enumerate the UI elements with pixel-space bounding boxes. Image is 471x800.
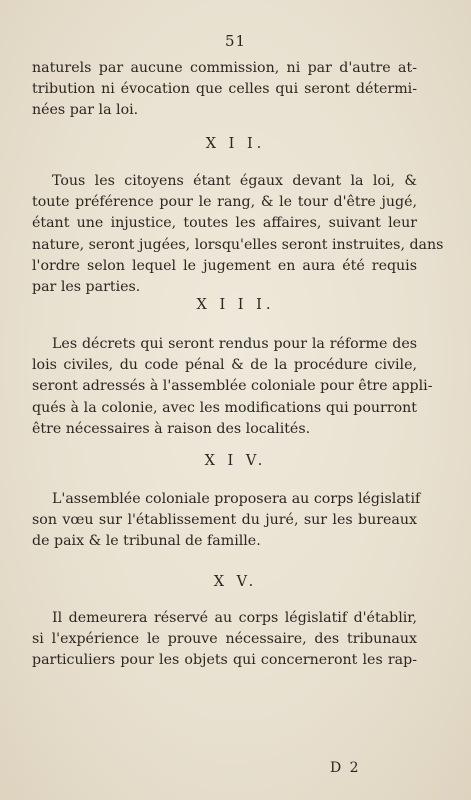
- text-line: Les décrets qui seront rendus pour la réforme des: [52, 336, 417, 352]
- text-line: qués à la colonie, avec les modifications qui pourront: [32, 399, 417, 416]
- article-heading-xii: X I I.: [205, 136, 266, 152]
- text-line: naturels par aucune commission, ni par d'autre at-: [32, 60, 417, 76]
- paragraph-article-xii: [32, 171, 444, 298]
- text-line: son vœu sur l'établissement du juré, sur les bureaux: [32, 512, 417, 529]
- text-line: de paix & le tribunal de famille.: [32, 533, 261, 550]
- text-line: nées par la loi.: [32, 102, 139, 119]
- text-line: seront adressés à l'assemblée coloniale pour être appli-: [32, 378, 433, 395]
- paragraph-article-xiii: [32, 334, 433, 440]
- text-line: Tous les citoyens étant égaux devant la loi, &: [52, 173, 417, 189]
- signature-mark: D 2: [330, 760, 361, 776]
- text-line: être nécessaires à raison des localités.: [32, 420, 311, 437]
- article-heading-xv: X V.: [213, 574, 258, 590]
- text-line: étant une injustice, toutes les affaires, suivant leur: [32, 215, 417, 232]
- article-heading-xiii: X I I I.: [196, 297, 275, 313]
- text-line: toute préférence pour le rang, & le tour d'être jugé,: [32, 194, 417, 211]
- text-line: Il demeurera réservé au corps législatif d'établir,: [52, 610, 417, 626]
- paragraph-article-xv: [32, 608, 417, 672]
- paragraph-article-xiv: [32, 489, 421, 553]
- text-line: par les parties.: [32, 279, 141, 296]
- text-line: L'assemblée coloniale proposera au corps législatif: [52, 491, 421, 507]
- text-line: particuliers pour les objets qui concerneront les rap-: [32, 652, 417, 669]
- article-heading-xiv: X I V.: [204, 453, 267, 469]
- text-line: si l'expérience le prouve nécessaire, des tribunaux: [32, 631, 417, 648]
- text-line: tribution ni évocation que celles qui seront détermi-: [32, 81, 417, 98]
- text-line: nature, seront jugées, lorsqu'elles seront instruites, dans: [32, 236, 444, 253]
- paragraph-continuation: [32, 58, 417, 122]
- text-line: lois civiles, du code pénal & de la procédure civile,: [32, 357, 417, 374]
- page-number: 51: [224, 32, 247, 50]
- text-line: l'ordre selon lequel le jugement en aura été requis: [32, 257, 417, 274]
